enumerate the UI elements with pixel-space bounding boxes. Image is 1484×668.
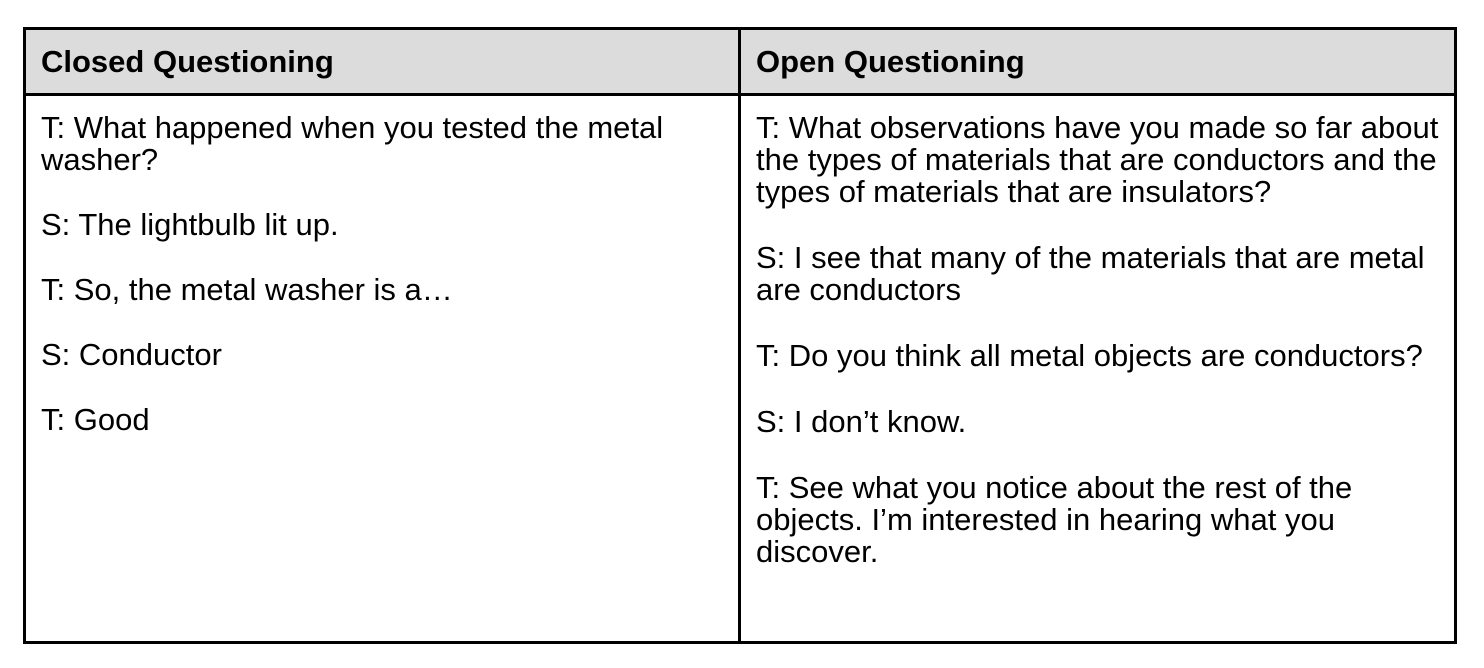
dialogue-line: S: The lightbulb lit up.	[41, 207, 339, 242]
dialogue-line: S: Conductor	[41, 337, 222, 372]
dialogue-line: T: See what you notice about the rest of the objects. I’m interested in hearing what you discover.	[756, 470, 1353, 569]
dialogue-line: T: Good	[41, 402, 150, 437]
dialogue-line: S: I see that many of the materials that are metal are conductors	[756, 240, 1425, 307]
dialogue-line: T: What observations have you made so far about the types of materials that are conductors and the types of materials that are insulators?	[756, 110, 1439, 209]
questioning-comparison-table	[23, 27, 1457, 644]
open-questioning-cell	[741, 96, 1454, 641]
dialogue-line: T: So, the metal washer is a…	[41, 272, 453, 307]
dialogue-line: T: What happened when you tested the metal washer?	[41, 110, 664, 177]
dialogue-line: T: Do you think all metal objects are conductors?	[756, 338, 1423, 373]
closed-questioning-cell	[26, 96, 741, 641]
header-open-questioning: Open Questioning	[741, 30, 1454, 96]
dialogue-line: S: I don’t know.	[756, 404, 967, 439]
header-closed-questioning: Closed Questioning	[26, 30, 741, 96]
